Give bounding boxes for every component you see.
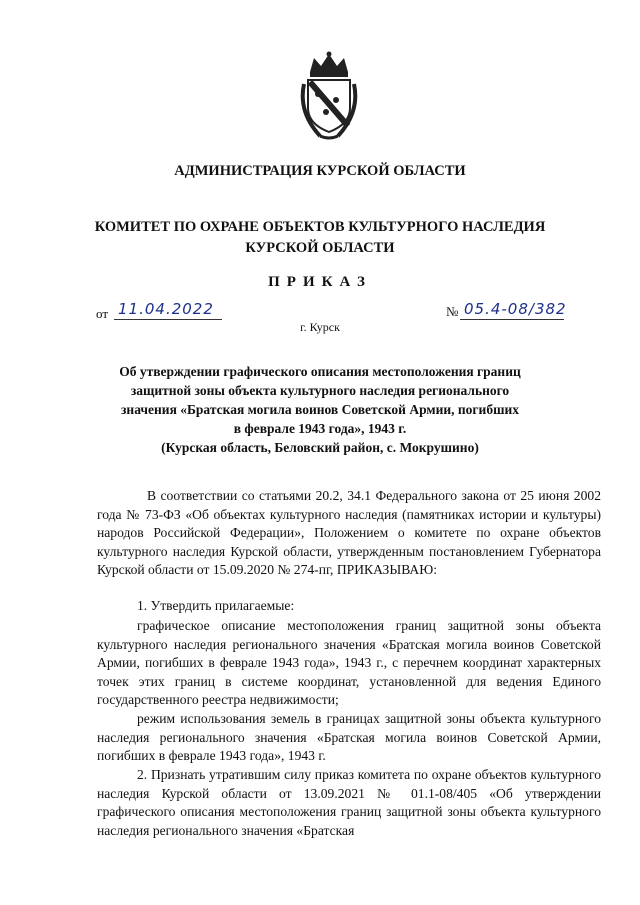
paragraph-item-2: 2. Признать утратившим силу приказ комитета по охране объектов культурного наследия Курской области от 13.09.2021 № 01.1-08/405 «Об утверждении графического описания местоположения границ защитной зоны объекта культурного наследия регионального значения «Братская xyxy=(97,767,601,838)
paragraph-graphic-description: графическое описание местоположения границ защитной зоны объекта культурного наследия регионального значения «Братская могила воинов Советской Армии, погибших в феврале 1943 года», 1943 г., с перечнем координат характерных точек этих границ в системе координат, установленной для ведения Единого государственного реестра недвижимости; xyxy=(97,618,601,708)
paragraph-land-use-regime: режим использования земель в границах защитной зоны объекта культурного наследия регионального значения «Братская могила воинов Советской Армии, погибших в феврале 1943 года», 1943 г. xyxy=(97,711,601,764)
coat-of-arms-emblem xyxy=(296,50,362,142)
title-line2: защитной зоны объекта культурного наследия регионального xyxy=(130,383,510,398)
committee-name xyxy=(0,217,640,259)
handwritten-date: 11.04.2022 xyxy=(118,300,214,318)
number-label: № xyxy=(446,304,459,319)
organization-name: АДМИНИСТРАЦИЯ КУРСКОЙ ОБЛАСТИ xyxy=(174,163,466,179)
handwritten-number: 05.4-08/382 xyxy=(464,300,567,318)
committee-name-line1: КОМИТЕТ ПО ОХРАНЕ ОБЪЕКТОВ КУЛЬТУРНОГО НАСЛЕДИЯ xyxy=(94,219,546,235)
paragraph-item-1: 1. Утвердить прилагаемые: xyxy=(137,598,295,613)
document-type: ПРИКАЗ xyxy=(268,274,372,290)
title-line4: в феврале 1943 года», 1943 г. xyxy=(233,421,407,436)
date-label: от xyxy=(96,306,109,321)
title-line1: Об утверждении графического описания местоположения границ xyxy=(119,364,521,379)
title-line5: (Курская область, Беловский район, с. Мокрушино) xyxy=(161,440,479,455)
city: г. Курск xyxy=(300,320,340,334)
title-line3: значения «Братская могила воинов Советской Армии, погибших xyxy=(121,402,519,417)
document-title xyxy=(0,362,640,457)
paragraph-preamble: В соответствии со статьями 20.2, 34.1 Федерального закона от 25 июня 2002 года № 73-ФЗ «Об объектах культурного наследия (памятниках истории и культуры) народов Российской Федерации», Положением о комитете по охране объектов культурного наследия Курской области, утвержденным постановлением Губернатора Курской области от 15.09.2020 № 274-пг, ПРИКАЗЫВАЮ: xyxy=(97,488,601,578)
committee-name-line2: КУРСКОЙ ОБЛАСТИ xyxy=(245,240,395,256)
